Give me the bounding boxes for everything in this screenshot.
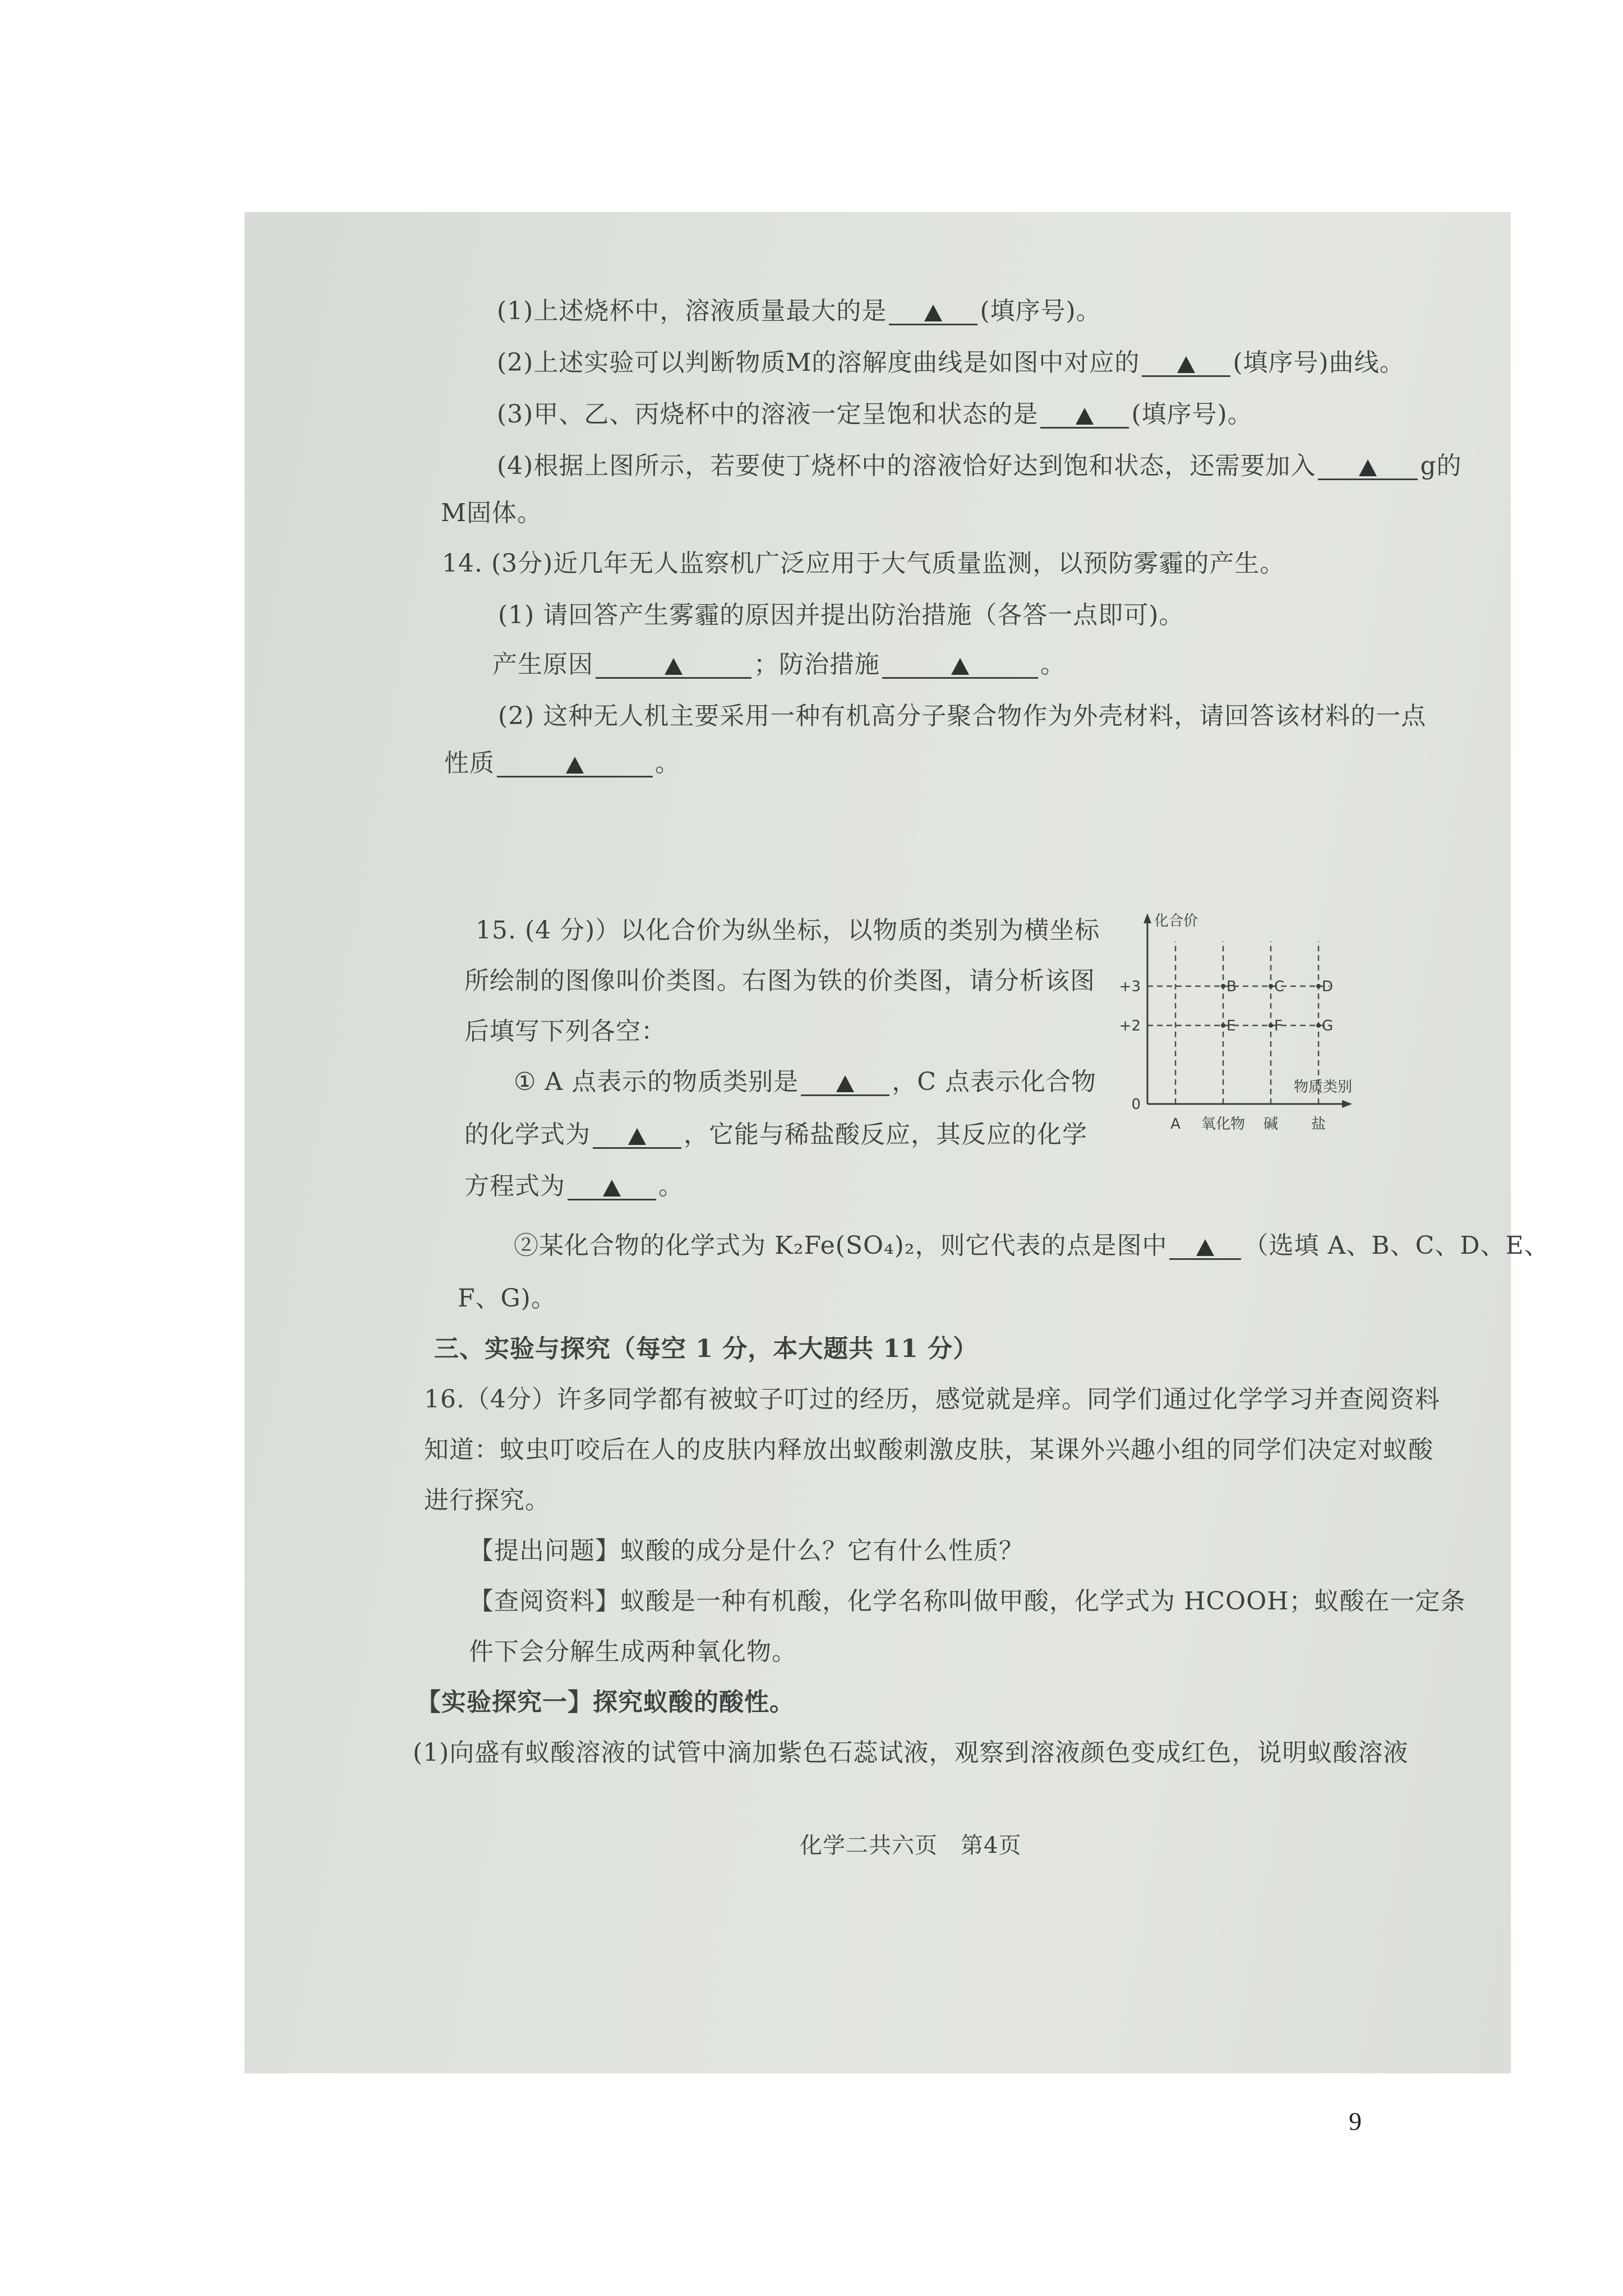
q15-part2-line2: F、G)。 xyxy=(458,1284,556,1313)
q16-line2: 知道：蚊虫叮咬后在人的皮肤内释放出蚁酸刺激皮肤，某课外兴趣小组的同学们决定对蚁酸 xyxy=(424,1435,1433,1464)
q14-line-prop: 性质 。 xyxy=(444,749,680,777)
q15-line3: 后填写下列各空： xyxy=(464,1017,666,1046)
data-point xyxy=(1221,1023,1225,1028)
point-label: F xyxy=(1274,1018,1283,1034)
q16-info2: 件下会分解生成两种氧化物。 xyxy=(469,1637,797,1666)
triangle-icon xyxy=(951,658,969,675)
triangle-icon xyxy=(665,658,683,675)
x-tick-label: 碱 xyxy=(1263,1116,1279,1133)
answer-blank xyxy=(497,751,653,777)
q16-step1: (1)向盛有蚁酸溶液的试管中滴加紫色石蕊试液，观察到溶液颜色变成红色，说明蚁酸溶液 xyxy=(413,1738,1409,1767)
answer-blank xyxy=(596,652,751,679)
point-label: C xyxy=(1274,978,1285,995)
answer-blank xyxy=(1318,454,1418,480)
q13-line2: (2)上述实验可以判断物质M的溶解度曲线是如图中对应的 (填序号)曲线。 xyxy=(497,348,1405,377)
q16-line1: 16.（4分）许多同学都有被蚊子叮过的经历，感觉就是痒。同学们通过化学学习并查阅资料 xyxy=(424,1385,1440,1414)
scan-footer: 化学二共六页 第4页 xyxy=(800,1833,1022,1858)
data-point xyxy=(1316,1023,1321,1028)
answer-blank xyxy=(593,1122,681,1149)
q16-line3: 进行探究。 xyxy=(424,1486,550,1515)
iron-valence-chart xyxy=(1108,908,1361,1143)
q16-exp1: 【实验探究一】探究蚁酸的酸性。 xyxy=(416,1688,795,1717)
q16-info1: 【查阅资料】蚁酸是一种有机酸，化学名称叫做甲酸，化学式为 HCOOH；蚁酸在一定条 xyxy=(469,1587,1466,1616)
triangle-icon xyxy=(1359,459,1377,476)
x-tick-label: 盐 xyxy=(1311,1116,1326,1133)
q14-title: 14. (3分)近几年无人监察机广泛应用于大气质量监测，以预防雾霾的产生。 xyxy=(442,549,1285,578)
y-tick-label: 0 xyxy=(1131,1096,1141,1113)
data-point xyxy=(1269,1023,1273,1028)
data-point xyxy=(1316,984,1321,988)
y-tick-label: +3 xyxy=(1119,978,1141,995)
q14-sub2: (2) 这种无人机主要采用一种有机高分子聚合物作为外壳材料，请回答该材料的一点 xyxy=(498,702,1427,730)
point-label: E xyxy=(1227,1018,1236,1034)
answer-blank xyxy=(889,299,978,325)
y-axis-label: 化合价 xyxy=(1154,913,1198,930)
triangle-icon xyxy=(836,1075,854,1092)
exam-page-photo xyxy=(245,212,1550,2073)
answer-blank xyxy=(1169,1234,1241,1260)
q15-line1: 15. (4 分)）以化合价为纵坐标，以物质的类别为横坐标 xyxy=(476,916,1100,945)
point-label: B xyxy=(1227,978,1237,995)
x-tick-label: 氧化物 xyxy=(1201,1116,1246,1133)
answer-blank xyxy=(568,1174,656,1200)
data-point xyxy=(1269,984,1273,988)
y-axis-arrow xyxy=(1144,913,1151,923)
q15-part1-line1: ① A 点表示的物质类别是 ，C 点表示化合物 xyxy=(514,1068,1096,1096)
chart-labels xyxy=(1119,913,1352,1133)
answer-blank xyxy=(1142,351,1230,377)
q13-line4: (4)根据上图所示，若要使丁烧杯中的溶液恰好达到饱和状态，还需要加入 g的 xyxy=(497,452,1462,480)
answer-blank xyxy=(801,1070,889,1096)
x-axis-label: 物质类别 xyxy=(1293,1079,1352,1096)
q16-question: 【提出问题】蚁酸的成分是什么？它有什么性质？ xyxy=(469,1536,1024,1565)
data-point xyxy=(1221,984,1225,988)
triangle-icon xyxy=(603,1180,621,1197)
triangle-icon xyxy=(1196,1239,1214,1256)
x-tick-label: A xyxy=(1170,1116,1181,1133)
q13-line1: (1)上述烧杯中，溶液质量最大的是 (填序号)。 xyxy=(497,297,1101,325)
y-tick-label: +2 xyxy=(1119,1018,1141,1034)
q15-line2: 所绘制的图像叫价类图。右图为铁的价类图，请分析该图 xyxy=(464,967,1095,995)
point-label: G xyxy=(1322,1018,1334,1034)
triangle-icon xyxy=(566,757,584,774)
q14-line-cause: 产生原因 ；防治措施 。 xyxy=(492,650,1066,679)
answer-blank xyxy=(1040,402,1129,429)
q13-line5: M固体。 xyxy=(441,499,543,527)
triangle-icon xyxy=(628,1128,646,1145)
q14-sub1: (1) 请回答产生雾霾的原因并提出防治措施（各答一点即可)。 xyxy=(498,601,1184,629)
triangle-icon xyxy=(1076,408,1094,425)
x-axis-arrow xyxy=(1342,1100,1352,1108)
page-number: 9 xyxy=(1349,2107,1362,2136)
q13-line3: (3)甲、乙、丙烧杯中的溶液一定呈饱和状态的是 (填序号)。 xyxy=(497,400,1253,429)
answer-blank xyxy=(882,652,1038,679)
q15-part2-line1: ②某化合物的化学式为 K₂Fe(SO₄)₂，则它代表的点是图中 （选填 A、B、C、D、E、 xyxy=(514,1231,1550,1260)
section3-title: 三、实验与探究（每空 1 分，本大题共 11 分） xyxy=(434,1335,979,1363)
point-label: D xyxy=(1322,978,1334,995)
q15-part1-line2: 的化学式为 ，它能与稀盐酸反应，其反应的化学 xyxy=(464,1120,1087,1149)
q15-part1-line3: 方程式为 。 xyxy=(464,1172,684,1200)
triangle-icon xyxy=(924,305,942,321)
triangle-icon xyxy=(1177,356,1195,373)
